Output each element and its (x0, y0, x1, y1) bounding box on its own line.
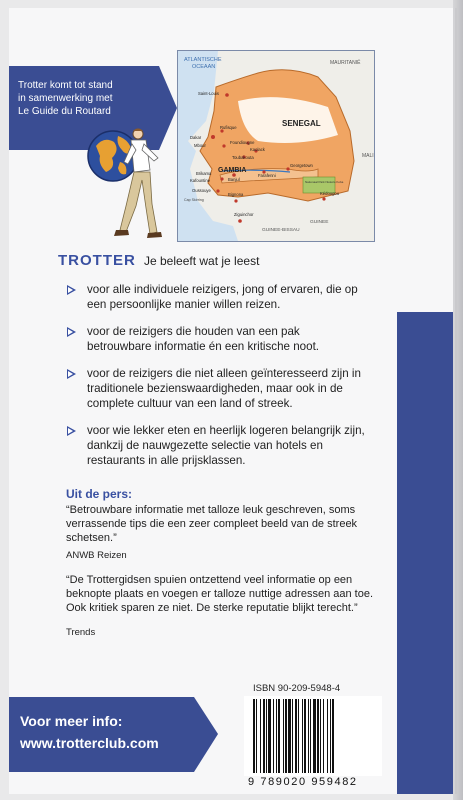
map-city-label: Saint-Louis (198, 91, 219, 96)
list-item (67, 366, 367, 411)
info-block (20, 710, 159, 754)
map-label-senegal: SENEGAL (282, 119, 321, 128)
barcode-bar (276, 699, 277, 773)
map-sea-label-1: ATLANTISCHE (184, 57, 222, 63)
map-city-label: Banjul (228, 177, 240, 182)
barcode-bar (313, 699, 316, 773)
info-label: Voor meer info: (20, 713, 123, 729)
list-item-text: voor alle individuele reizigers, jong of ervaren, die op een persoonlijke manier willen reizen. (87, 283, 358, 311)
press-source-2: Trends (66, 627, 96, 638)
map-sea-label-2: OCEAAN (192, 64, 216, 70)
barcode-bar (260, 699, 261, 773)
map-park-label: Nationaal Park Niokolo Koba (305, 180, 344, 184)
barcode-bar (292, 699, 293, 773)
list-item-text: voor de reizigers die niet alleen geïnteresseerd zijn in traditionele bezienswaardigheden, maar ook in de complete cultuur van een land of streek. (87, 367, 361, 410)
barcode-bar (317, 699, 319, 773)
bullet-arrow-icon (67, 426, 76, 436)
barcode-number: 9 789020 959482 (248, 776, 358, 788)
barcode-bar (298, 699, 299, 773)
website-link[interactable]: www.trotterclub.com (20, 735, 159, 751)
map-city-label: Foundiougne (230, 140, 255, 145)
brand-line (58, 252, 259, 269)
barcode-bar (266, 699, 267, 773)
press-quote-2: “De Trottergidsen spuien ontzettend veel informatie op een beknopte plaats en voegen er talloze nuttige adressen aan toe. Ook kritiek sparen ze niet. De sterke reputatie blijkt terecht.” (66, 574, 374, 614)
map-city-label: Brikama (196, 171, 212, 176)
partnership-line-1: Trotter komt tot stand (18, 80, 113, 91)
map-city-label: Rufisque (220, 125, 237, 130)
press-quote-1: “Betrouwbare informatie met talloze leuk geschreven, soms verrassende tips die een zeer compleet beeld van de streek schetsen.” (66, 504, 358, 544)
map-city-label: Mbour (194, 143, 206, 148)
page-edge (453, 0, 463, 800)
map-city-label: Kédougou (320, 191, 340, 196)
bullet-arrow-icon (67, 285, 76, 295)
isbn-text: ISBN 90-209-5948-4 (253, 683, 341, 694)
barcode-bar (288, 699, 291, 773)
map-label-gambia: GAMBIA (218, 167, 247, 174)
barcode-bar (323, 699, 324, 773)
bullet-arrow-icon (67, 327, 76, 337)
list-item-text: voor wie lekker eten en heerlijk logeren belangrijk zijn, dankzij de nauwgezette selectie van hotels en restaurants in alle prijsklassen. (87, 424, 365, 467)
barcode-bar (327, 699, 328, 773)
barcode-bar (278, 699, 280, 773)
barcode-bar (310, 699, 311, 773)
barcode-bars (253, 699, 373, 773)
barcode-bar (308, 699, 309, 773)
partnership-line-3: Le Guide du Routard (18, 106, 111, 117)
map-city-label: Toubakouta (232, 155, 254, 160)
barcode-bar (304, 699, 306, 773)
barcode-bar (273, 699, 274, 773)
list-item-text: voor de reizigers die houden van een pak betrouwbare informatie én een kritische noot. (87, 325, 320, 353)
barcode (244, 696, 382, 776)
map-label-mauritanie: MAURITANIË (330, 60, 361, 66)
senegal-map (177, 50, 375, 242)
list-item (67, 423, 367, 468)
barcode-bar (263, 699, 265, 773)
barcode-bar (302, 699, 303, 773)
feature-list (67, 282, 367, 480)
map-city-label: Cap Skirring (184, 198, 204, 202)
barcode-bar (295, 699, 297, 773)
barcode-bar (268, 699, 271, 773)
map-city-label: Kafountine (190, 178, 211, 183)
map-label-guinee: GUINEE (310, 220, 329, 225)
map-city-label: Georgetown (290, 163, 313, 168)
barcode-bar (330, 699, 331, 773)
barcode-bar (283, 699, 284, 773)
press-heading: Uit de pers: (66, 487, 133, 501)
brand-slogan: Je beleeft wat je leest (144, 254, 260, 268)
barcode-bar (256, 699, 257, 773)
barcode-bar (332, 699, 334, 773)
map-label-mali: MALI (362, 153, 374, 159)
barcode-bar (285, 699, 287, 773)
partnership-text (18, 79, 113, 118)
trotter-logo: TROTTER (58, 252, 136, 269)
map-city-label: Kaolack (250, 147, 265, 152)
list-item (67, 282, 367, 312)
list-item (67, 324, 367, 354)
right-blue-strip (397, 312, 453, 794)
barcode-bar (320, 699, 321, 773)
map-city-label: Farafenni (258, 173, 276, 178)
press-source-1: ANWB Reizen (66, 550, 127, 561)
map-city-label: Bignona (228, 192, 244, 197)
map-label-guinee-bissau: GUINEE-BISSAU (262, 228, 300, 233)
map-city-label: Dakar (190, 135, 202, 140)
map-city-label: Ziguinchor (234, 212, 254, 217)
bullet-arrow-icon (67, 369, 76, 379)
partnership-line-2: in samenwerking met (18, 93, 113, 104)
map-city-label: Oussouye (192, 188, 211, 193)
barcode-bar (253, 699, 255, 773)
